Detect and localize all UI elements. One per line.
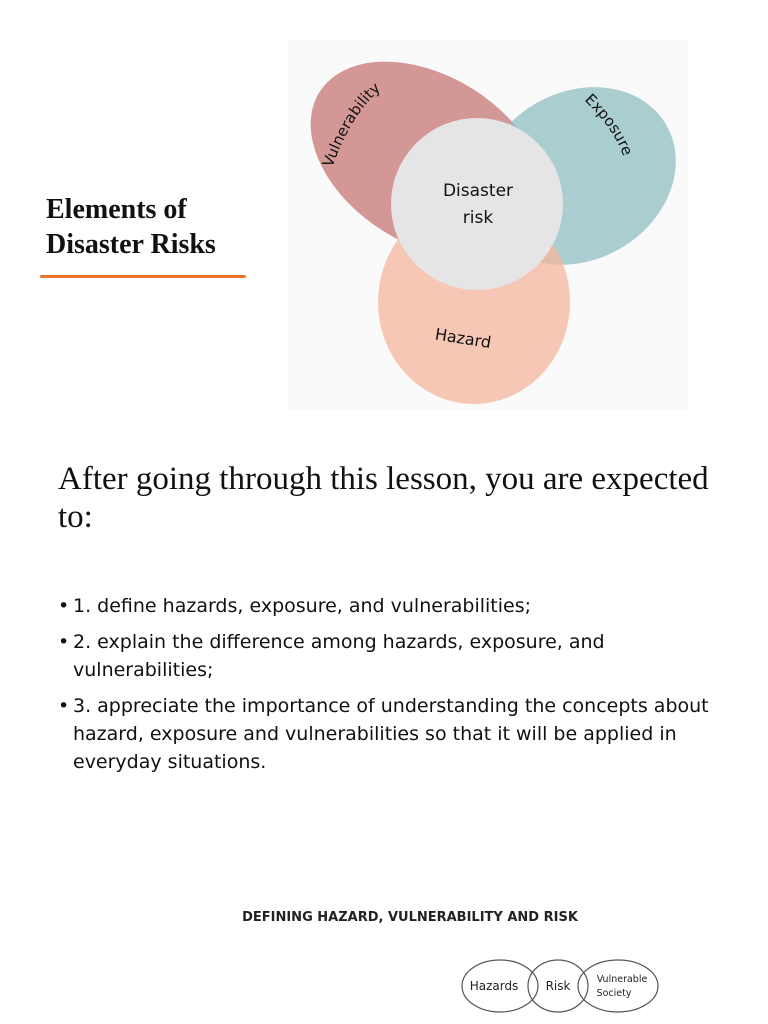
slide-defining-hazard bbox=[0, 870, 768, 1024]
objective-item bbox=[58, 592, 718, 620]
objectives-list bbox=[58, 592, 718, 784]
objective-text: 1. define hazards, exposure, and vulnerabilities; bbox=[73, 595, 532, 617]
hazards-label: Hazards bbox=[469, 979, 519, 993]
title-line-1: Elements of bbox=[46, 194, 187, 225]
bullet: • bbox=[58, 695, 70, 717]
title-underline bbox=[40, 275, 246, 278]
disaster-risk-circle bbox=[391, 118, 563, 290]
disaster-risk-venn-diagram bbox=[288, 40, 688, 410]
exposure-label-path: Exposure bbox=[581, 90, 637, 159]
slide-learning-objectives bbox=[0, 430, 768, 870]
society-ellipse bbox=[578, 960, 658, 1012]
center-label-line-2: risk bbox=[462, 208, 494, 228]
objective-text: 3. appreciate the importance of understanding the concepts about hazard, exposure and vulnerabilities so that it will be applied in everyday situations. bbox=[73, 695, 709, 773]
society-label-line-2: Society bbox=[596, 988, 632, 999]
slide-heading: DEFINING HAZARD, VULNERABILITY AND RISK bbox=[242, 910, 578, 925]
slide-elements-of-disaster-risks bbox=[0, 0, 768, 430]
hazard-label: Hazard bbox=[433, 324, 493, 353]
risk-label: Risk bbox=[545, 979, 571, 993]
slide-title bbox=[46, 192, 216, 262]
objective-text: 2. explain the difference among hazards, exposure, and vulnerabilities; bbox=[73, 631, 605, 681]
lead-text: After going through this lesson, you are expected to: bbox=[58, 461, 709, 535]
hazard-risk-diagram bbox=[458, 948, 668, 1024]
center-label-line-1: Disaster bbox=[442, 181, 514, 201]
vulnerability-label-path: Vulnerability bbox=[318, 78, 384, 170]
society-label-line-1: Vulnerable bbox=[596, 974, 648, 985]
objective-item bbox=[58, 628, 718, 684]
bullet: • bbox=[58, 631, 70, 653]
bullet: • bbox=[58, 595, 70, 617]
title-line-2: Disaster Risks bbox=[46, 229, 216, 260]
objective-item bbox=[58, 692, 718, 776]
